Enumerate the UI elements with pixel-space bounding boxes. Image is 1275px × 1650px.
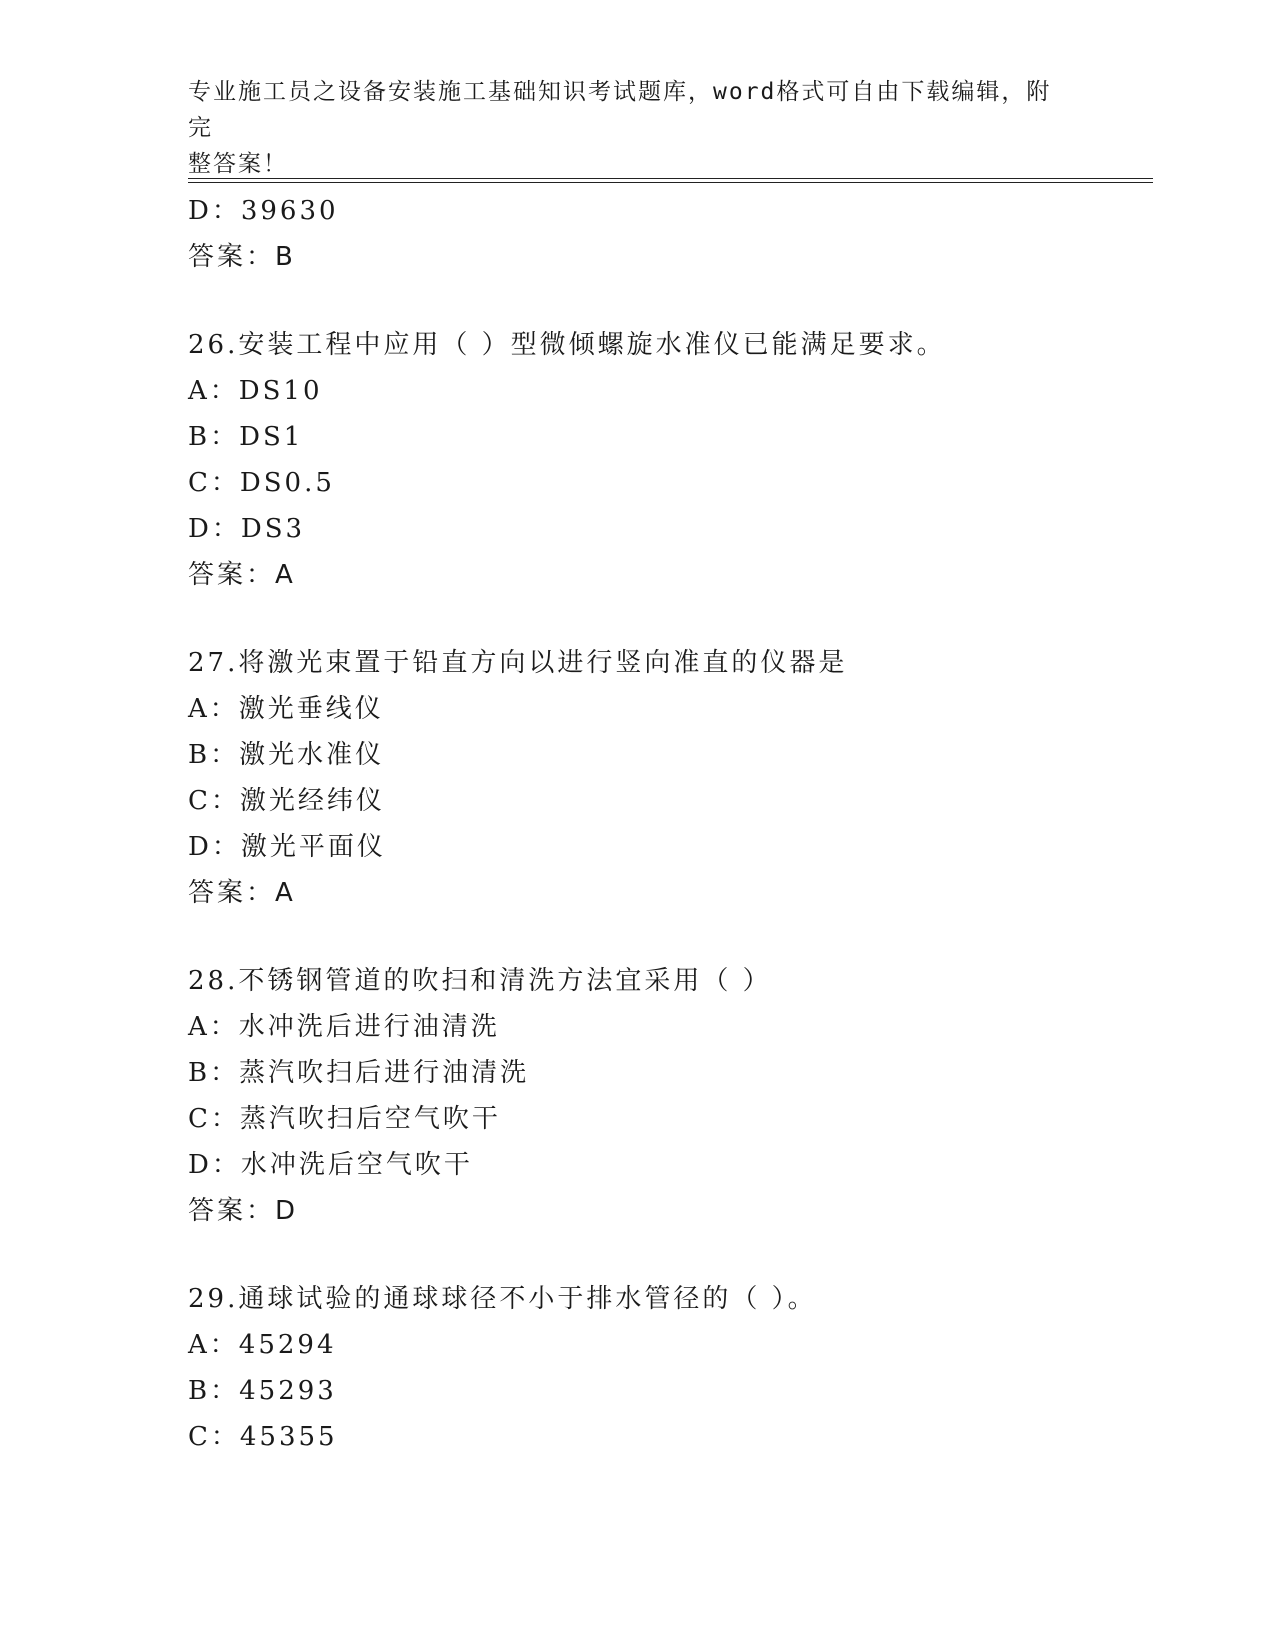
spacer — [188, 280, 1153, 322]
answer-text: 答案：A — [188, 878, 296, 908]
document-header — [188, 74, 1068, 182]
option-c: C：45355 — [188, 1422, 338, 1452]
option-d: D：39630 — [188, 196, 339, 226]
header-divider-top — [188, 178, 1153, 179]
question-27 — [188, 640, 1153, 916]
option-d: D：激光平面仪 — [188, 832, 386, 862]
spacer — [188, 916, 1153, 958]
option-d: D：水冲洗后空气吹干 — [188, 1150, 473, 1180]
option-c: C：DS0.5 — [188, 468, 335, 498]
question-26 — [188, 322, 1153, 598]
option-a: A：水冲洗后进行油清洗 — [188, 1012, 500, 1042]
option-d: D：DS3 — [188, 514, 306, 544]
option-a: A：45294 — [188, 1330, 337, 1360]
question-content — [188, 188, 1153, 1460]
header-line-1: 专业施工员之设备安装施工基础知识考试题库，word格式可自由下载编辑，附完 — [188, 79, 1052, 141]
question-stem: 28.不锈钢管道的吹扫和清洗方法宜采用（ ） — [188, 966, 772, 996]
spacer — [188, 1234, 1153, 1276]
answer-text: 答案：D — [188, 1196, 299, 1226]
option-c: C：蒸汽吹扫后空气吹干 — [188, 1104, 501, 1134]
question-stem: 26.安装工程中应用（ ）型微倾螺旋水准仪已能满足要求。 — [188, 330, 946, 360]
option-a: A：激光垂线仪 — [188, 694, 384, 724]
question-28 — [188, 958, 1153, 1234]
header-line-2: 整答案！ — [188, 151, 288, 177]
option-b: B：激光水准仪 — [188, 740, 385, 770]
header-divider-bottom — [188, 182, 1153, 183]
spacer — [188, 598, 1153, 640]
option-b: B：DS1 — [188, 422, 304, 452]
answer-text: 答案：B — [188, 242, 296, 272]
option-b: B：蒸汽吹扫后进行油清洗 — [188, 1058, 530, 1088]
option-b: B：45293 — [188, 1376, 337, 1406]
option-a: A：DS10 — [188, 376, 323, 406]
option-c: C：激光经纬仪 — [188, 786, 385, 816]
question-29 — [188, 1276, 1153, 1460]
question-stem: 29.通球试验的通球球径不小于排水管径的（ ）。 — [188, 1284, 817, 1314]
question-stem: 27.将激光束置于铅直方向以进行竖向准直的仪器是 — [188, 648, 848, 678]
answer-text: 答案：A — [188, 560, 296, 590]
